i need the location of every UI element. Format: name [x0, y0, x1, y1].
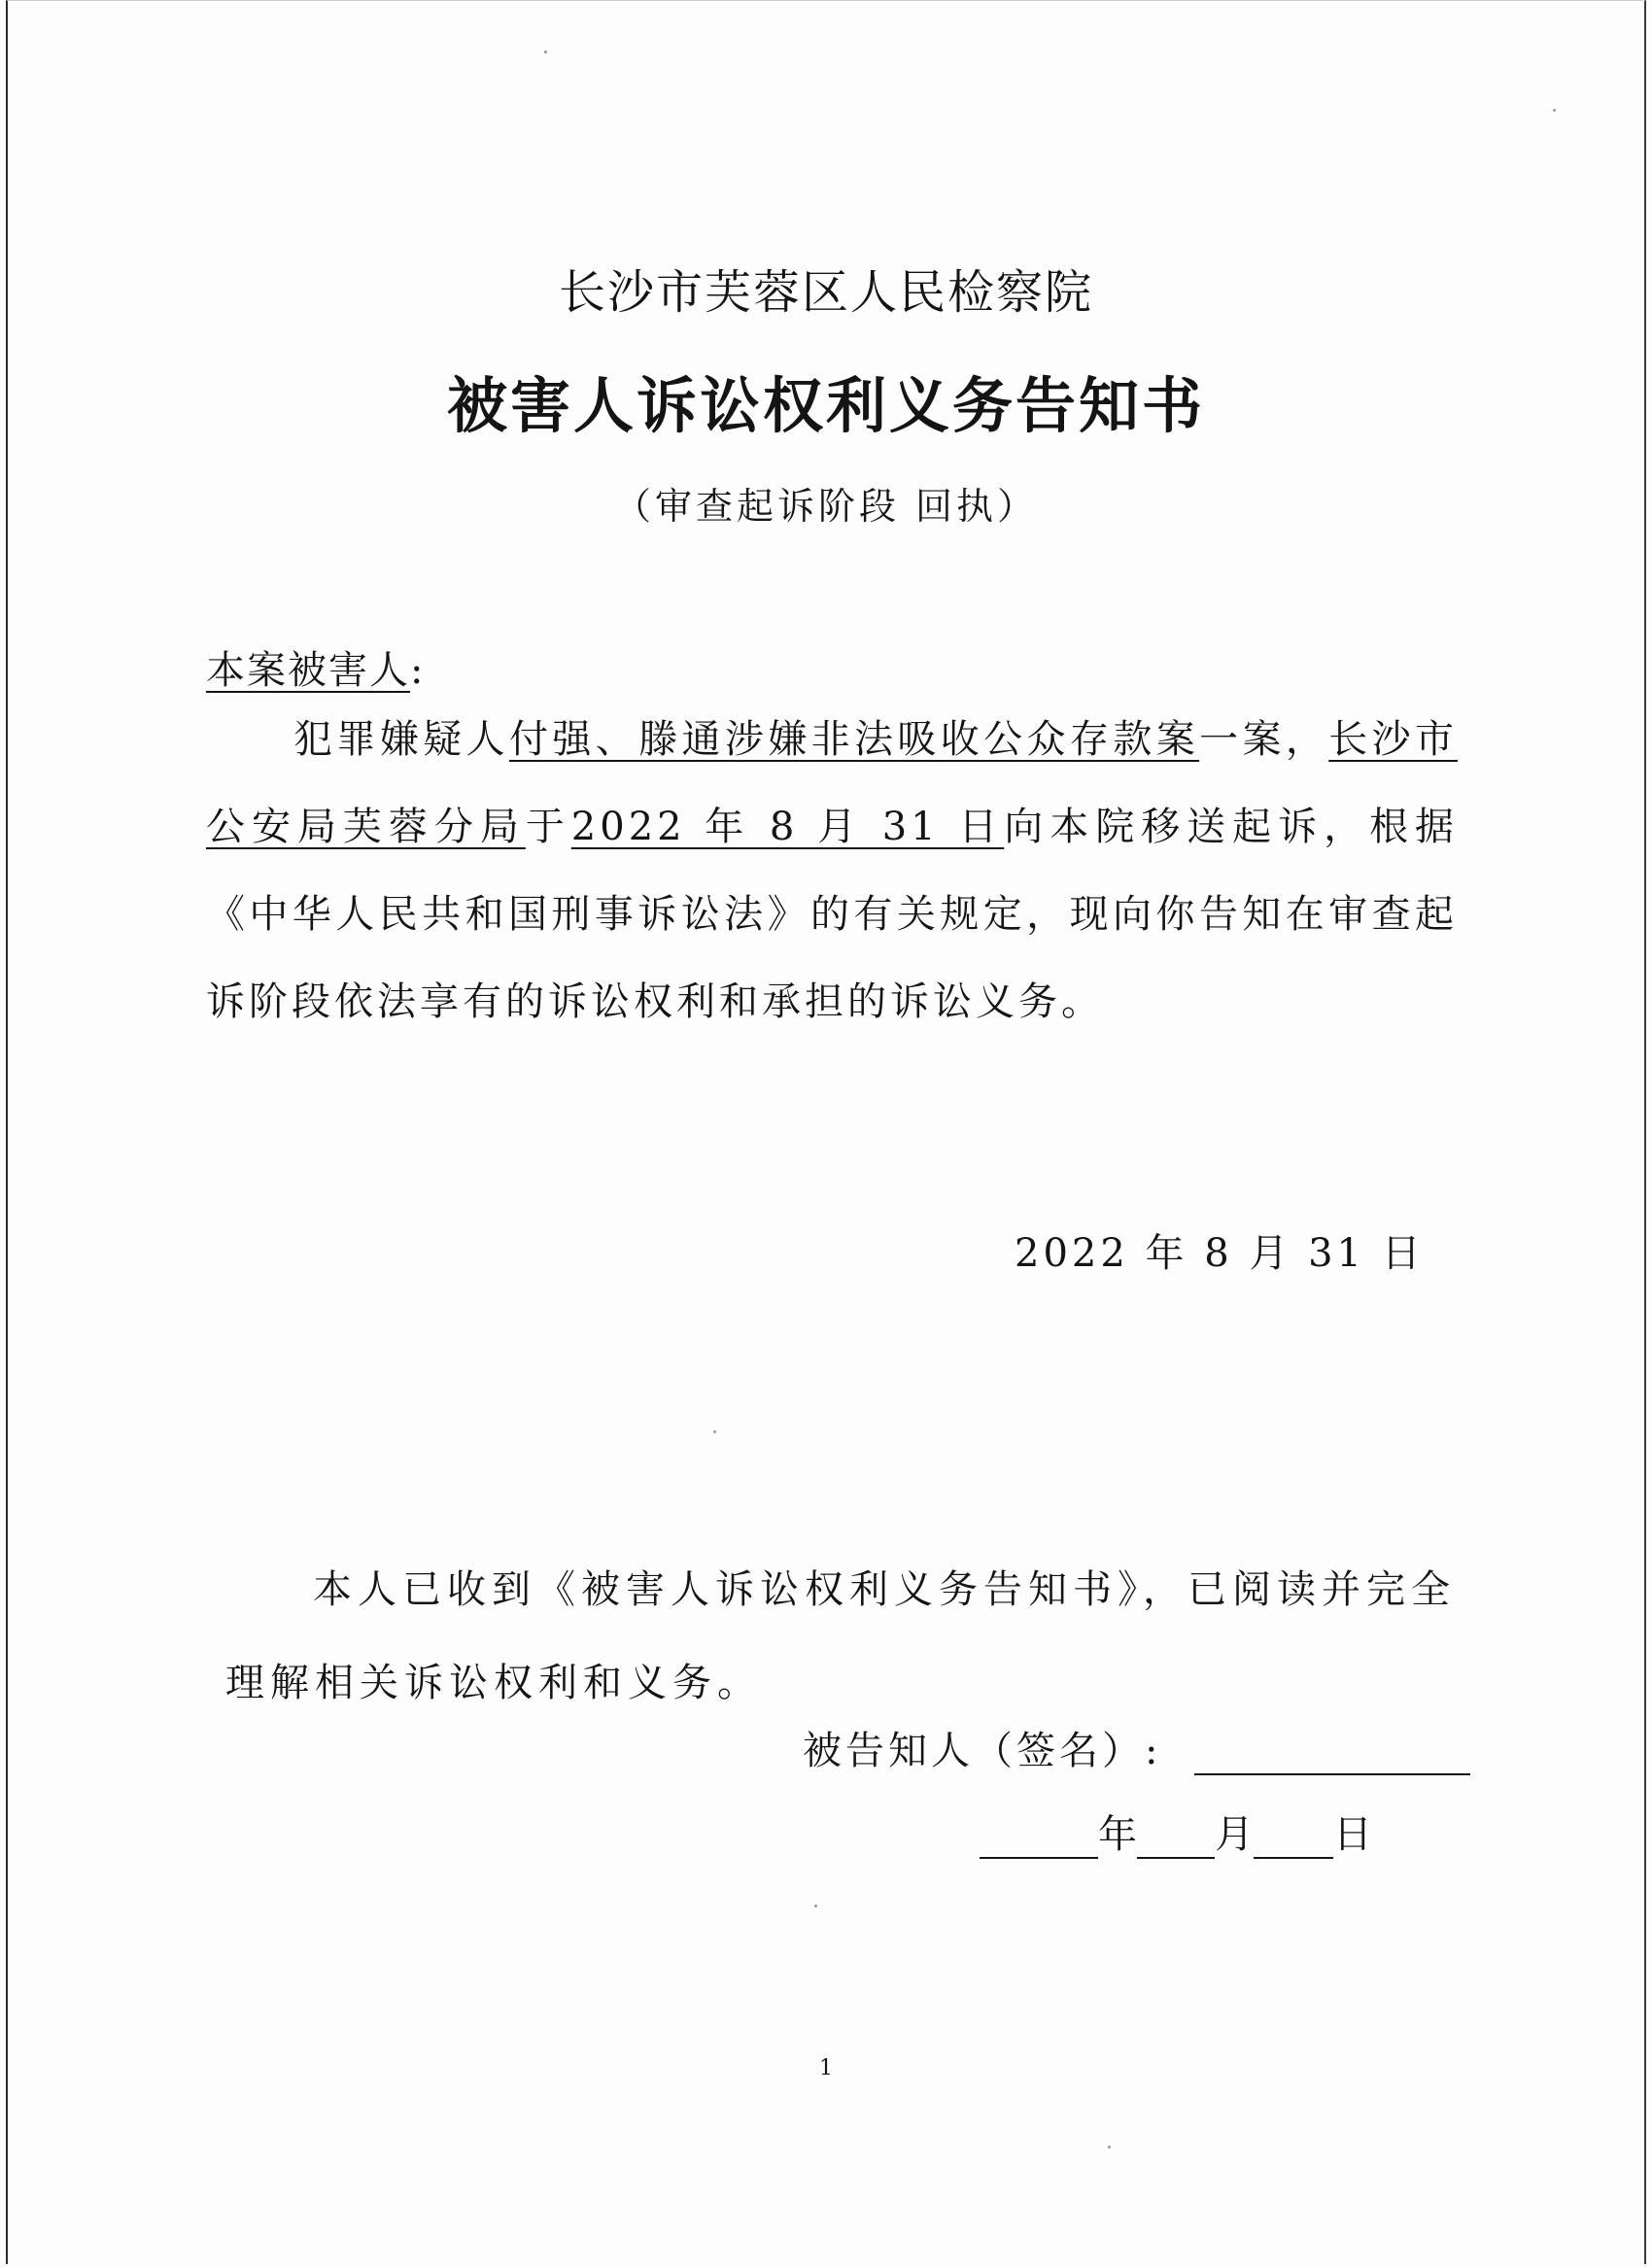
signature-label: 被告知人（签名）:: [803, 1729, 1162, 1773]
page-number: 1: [819, 2056, 833, 2080]
body-text-2: 一案，: [1199, 717, 1329, 762]
document-title: 被害人诉讼权利义务告知书: [446, 370, 1205, 441]
scan-border: [6, 0, 1646, 2264]
body-text-4: 向本院移送起诉，根据《中华人民共和国刑事诉讼法》的有关规定，现向你告知在审查起诉阶段依法享有的诉讼权利和承担的诉讼义务。: [206, 805, 1459, 1024]
scan-speck: [1553, 109, 1556, 112]
scan-speck: [713, 1430, 716, 1433]
transferring-agency: 长沙市公安局芙蓉分局: [206, 717, 1459, 849]
notice-body: [206, 696, 1458, 1046]
month-blank[interactable]: [1137, 1818, 1215, 1859]
transfer-date: 2022 年 8 月 31 日: [570, 805, 1005, 849]
body-text-1: 犯罪嫌疑人: [293, 717, 509, 762]
receipt-acknowledgement: 本人已收到《被害人诉讼权利义务告知书》，已阅读并完全理解相关诉讼权利和义务。: [225, 1567, 1456, 1705]
signature-date-row: [980, 1803, 1372, 1859]
issue-date: 2022 年 8 月 31 日: [1015, 1231, 1425, 1276]
day-blank[interactable]: [1254, 1818, 1333, 1859]
year-blank[interactable]: [980, 1818, 1098, 1859]
document-subtitle: （审查起诉阶段 回执）: [613, 485, 1039, 528]
month-char: 月: [1215, 1812, 1254, 1857]
suspects-case: 付强、滕通涉嫌非法吸收公众存款案: [508, 717, 1200, 762]
scan-speck: [544, 51, 547, 53]
signature-row: [803, 1720, 1470, 1775]
addressee-label: 本案被害人: [206, 648, 410, 693]
scan-speck: [814, 1905, 817, 1907]
signature-blank[interactable]: [1194, 1735, 1470, 1775]
day-char: 日: [1333, 1812, 1372, 1857]
scan-speck: [1108, 2146, 1111, 2148]
organization-name: 长沙市芙蓉区人民检察院: [558, 265, 1093, 320]
addressee: [206, 639, 425, 695]
year-char: 年: [1098, 1812, 1137, 1857]
addressee-colon: :: [410, 648, 426, 693]
body-text-3: 于: [525, 805, 571, 849]
